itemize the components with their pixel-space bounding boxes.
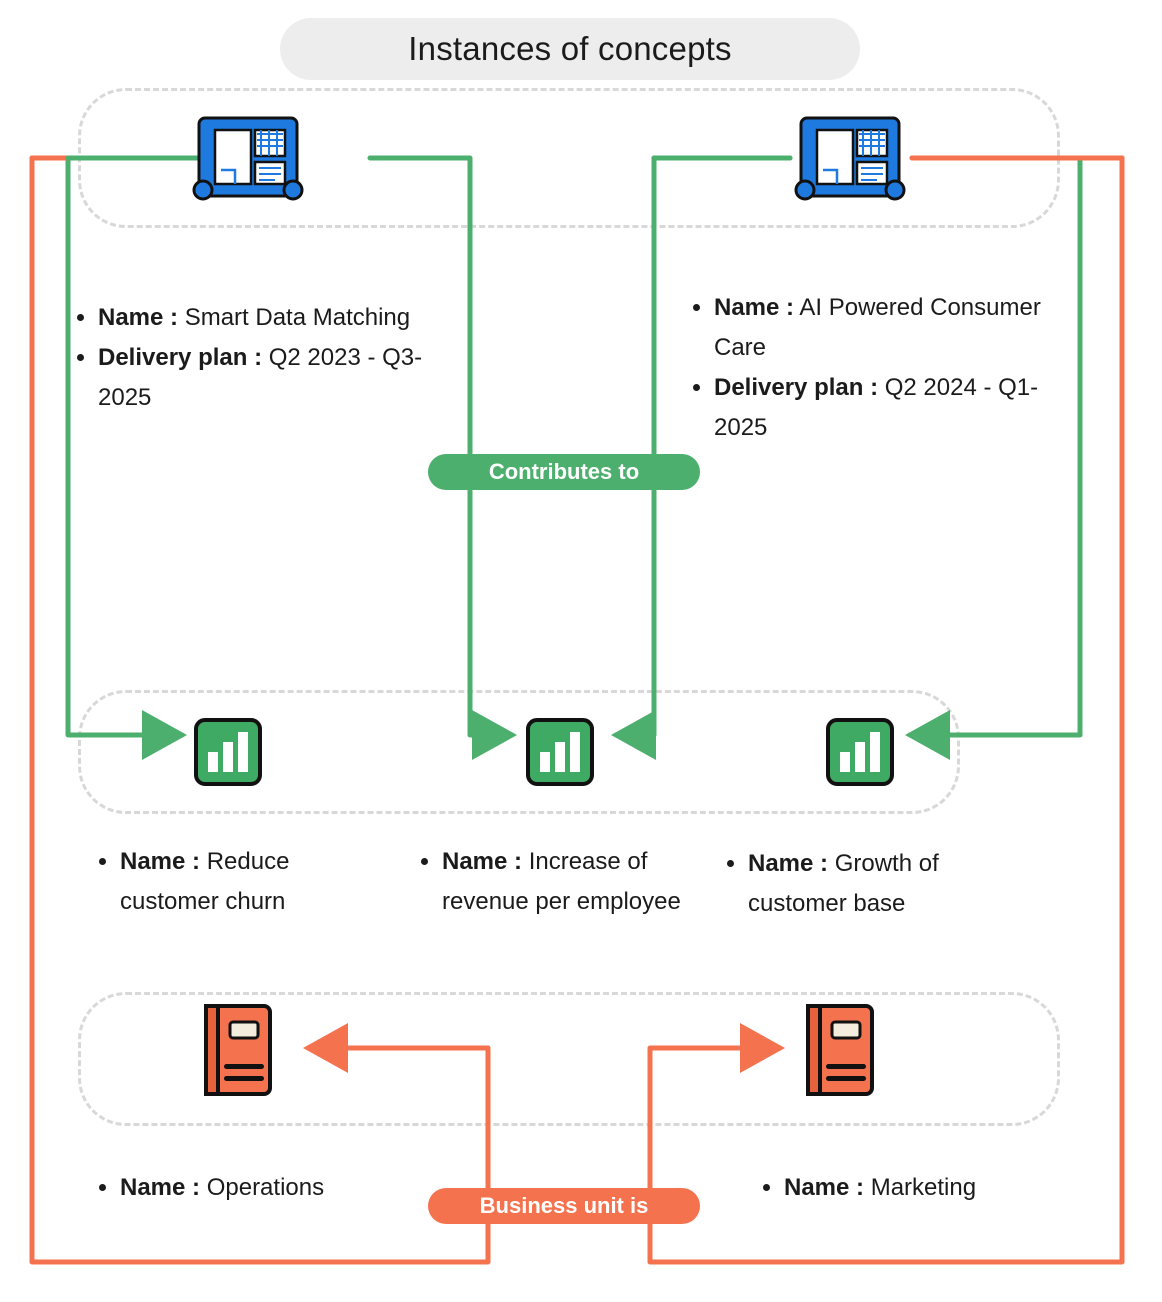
objective-name-row	[748, 844, 1020, 924]
relationship-label-contributes-to: Contributes to	[428, 454, 700, 490]
initiative-delivery-row	[98, 338, 450, 418]
objective-info-reduce-customer-churn	[92, 842, 392, 922]
initiative-info-smart-data-matching	[70, 298, 450, 418]
initiative-name-value: Smart Data Matching	[184, 304, 411, 331]
bar-chart-icon[interactable]	[500, 702, 620, 802]
objective-name-value: Reduce customer churn	[120, 848, 290, 915]
objective-name-value: Increase of revenue per employee	[442, 848, 681, 915]
initiative-delivery-value: Q2 2023 - Q3-2025	[98, 344, 423, 411]
initiative-name-row	[98, 298, 450, 338]
business-unit-info-marketing	[756, 1168, 1076, 1208]
business-unit-name-value: Operations	[206, 1174, 325, 1201]
objective-info-increase-revenue-per-employee	[414, 842, 714, 922]
label-name: Name :	[784, 1174, 865, 1201]
label-name: Name :	[442, 848, 523, 875]
initiative-name-value: AI Powered Consumer Care	[714, 294, 1041, 361]
label-name: Name :	[120, 1174, 201, 1201]
label-name: Name :	[714, 294, 795, 321]
objective-name-row	[120, 842, 392, 922]
initiative-delivery-row	[714, 368, 1066, 448]
business-unit-name-row	[784, 1168, 1076, 1208]
objective-info-growth-of-customer-base	[720, 844, 1020, 924]
label-delivery-plan: Delivery plan :	[98, 344, 263, 371]
label-name: Name :	[748, 850, 829, 877]
label-delivery-plan: Delivery plan :	[714, 374, 879, 401]
label-name: Name :	[120, 848, 201, 875]
initiative-name-row	[714, 288, 1066, 368]
edge-contributes-smartdata-revenue	[370, 158, 512, 735]
blueprint-icon[interactable]	[790, 108, 910, 208]
bar-chart-icon[interactable]	[800, 702, 920, 802]
book-icon[interactable]	[780, 1000, 900, 1100]
initiative-info-ai-powered-consumer-care	[686, 288, 1066, 448]
book-icon[interactable]	[178, 1000, 298, 1100]
business-unit-info-operations	[92, 1168, 412, 1208]
label-name: Name :	[98, 304, 179, 331]
initiative-delivery-value: Q2 2024 - Q1-2025	[714, 374, 1039, 441]
business-unit-name-value: Marketing	[870, 1174, 977, 1201]
page-title: Instances of concepts	[280, 18, 860, 80]
relationship-label-business-unit-is: Business unit is	[428, 1188, 700, 1224]
objective-name-value: Growth of customer base	[748, 850, 939, 917]
edge-contributes-smartdata-churn	[68, 158, 182, 735]
blueprint-icon[interactable]	[188, 108, 308, 208]
business-unit-name-row	[120, 1168, 412, 1208]
bar-chart-icon[interactable]	[168, 702, 288, 802]
objective-name-row	[442, 842, 714, 922]
